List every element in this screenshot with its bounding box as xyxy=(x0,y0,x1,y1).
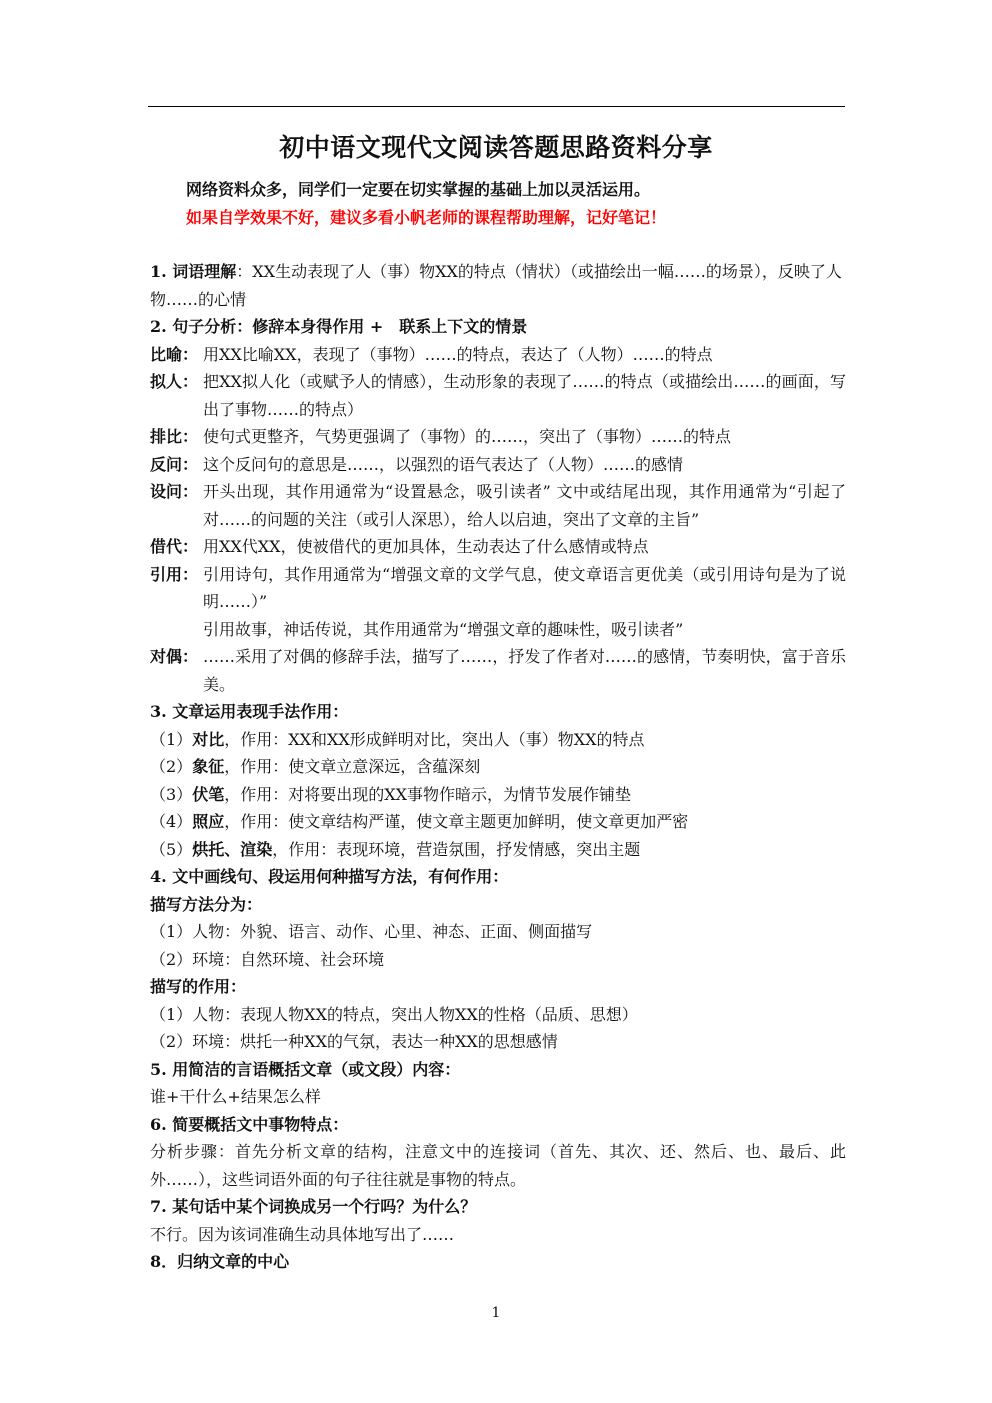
technique-item xyxy=(150,753,846,781)
section-1-text: ：XX生动表现了人（事）物XX的特点（情状）（或描绘出一幅……的场景），反映了人物……的心情 xyxy=(150,262,842,309)
rhetoric-item xyxy=(150,341,846,369)
section-6-heading: 6. 简要概括文中事物特点： xyxy=(150,1114,349,1134)
technique-term: 烘托、渲染 xyxy=(192,839,273,859)
rhetoric-text: 用XX比喻XX，表现了（事物）……的特点，表达了（人物）……的特点 xyxy=(203,344,713,364)
rhetoric-item xyxy=(150,616,846,644)
intro-warning: 如果自学效果不好，建议多看小帆老师的课程帮助理解，记好笔记！ xyxy=(186,208,667,227)
method-item: （1）人物：外貌、语言、动作、心里、神态、正面、侧面描写 xyxy=(150,922,593,941)
section-3-heading: 3. 文章运用表现手法作用： xyxy=(150,702,349,721)
effect-item: （2）环境：烘托一种XX的气氛，表达一种XX的思想感情 xyxy=(150,1032,558,1051)
technique-item xyxy=(150,726,846,754)
technique-term: 象征 xyxy=(192,757,225,776)
section-1 xyxy=(150,258,846,313)
rhetoric-text: 这个反问句的意思是……，以强烈的语气表达了（人物）……的感情 xyxy=(203,454,684,474)
technique-term: 照应 xyxy=(192,812,225,831)
technique-text: ，作用：对将要出现的XX事物作暗示，为情节发展作铺垫 xyxy=(224,784,631,804)
technique-text: ，作用：使文章结构严谨，使文章主题更加鲜明，使文章更加严密 xyxy=(224,812,689,831)
page-number: 1 xyxy=(491,1305,501,1321)
section-8-heading: 8．归纳文章的中心 xyxy=(150,1252,290,1271)
section-7-heading: 7. 某句话中某个词换成另一个行吗？为什么？ xyxy=(150,1197,477,1216)
rhetoric-label: 排比： xyxy=(150,427,199,446)
technique-item xyxy=(150,808,846,836)
rhetoric-label: 拟人： xyxy=(150,372,199,391)
rhetoric-item xyxy=(150,533,846,561)
header-rule xyxy=(148,106,845,107)
rhetoric-label: 借代： xyxy=(150,537,199,556)
document-title: 初中语文现代文阅读答题思路资料分享 xyxy=(279,133,713,162)
rhetoric-label: 比喻： xyxy=(150,344,199,364)
technique-number: （4） xyxy=(150,812,193,831)
methods-subheading: 描写方法分为： xyxy=(150,894,263,914)
rhetoric-text: 引用诗句，其作用通常为“增强文章的文学气息，使文章语言更优美（或引用诗句是为了说明……）” xyxy=(203,564,846,611)
technique-item xyxy=(150,836,846,864)
technique-text: ，作用：使文章立意深远，含蕴深刻 xyxy=(224,757,481,776)
technique-term: 伏笔 xyxy=(192,784,225,804)
technique-text: ，作用：表现环境，营造氛围，抒发情感，突出主题 xyxy=(272,839,641,859)
rhetoric-text: 把XX拟人化（或赋予人的情感），生动形象的表现了……的特点（或描绘出……的画面，写出了事物……的特点） xyxy=(203,372,846,419)
rhetoric-text: 引用故事，神话传说，其作用通常为“增强文章的趣味性，吸引读者” xyxy=(203,619,684,639)
rhetoric-text: ……采用了对偶的修辞手法，描写了……，抒发了作者对……的感情，节奏明快，富于音乐美。 xyxy=(203,647,846,694)
section-1-label: 1. 词语理解 xyxy=(150,262,237,281)
technique-term: 对比 xyxy=(192,729,225,749)
document-body xyxy=(150,258,846,1276)
rhetoric-text: 开头出现，其作用通常为“设置悬念，吸引读者” 文中或结尾出现，其作用通常为“引起了对……的问题的关注（或引人深思），给人以启迪，突出了文章的主旨” xyxy=(203,482,846,529)
rhetoric-label: 反问： xyxy=(150,454,199,474)
rhetoric-item xyxy=(150,451,846,479)
rhetoric-label: 对偶： xyxy=(150,647,199,666)
method-item: （2）环境：自然环境、社会环境 xyxy=(150,949,385,969)
rhetoric-item xyxy=(150,561,846,616)
rhetoric-item xyxy=(150,368,846,423)
section-5-heading: 5. 用简洁的言语概括文章（或文段）内容： xyxy=(150,1059,461,1079)
section-6-text: 分析步骤：首先分析文章的结构，注意文中的连接词（首先、其次、还、然后、也、最后、此外……），这些词语外面的句子往往就是事物的特点。 xyxy=(150,1142,846,1189)
technique-number: （2） xyxy=(150,757,193,776)
section-4-heading: 4. 文中画线句、段运用何种描写方法，有何作用： xyxy=(150,867,509,886)
rhetoric-text: 用XX代XX，使被借代的更加具体，生动表达了什么感情或特点 xyxy=(203,537,649,556)
rhetoric-item xyxy=(150,423,846,451)
technique-number: （1） xyxy=(150,729,193,749)
effect-item: （1）人物：表现人物XX的特点，突出人物XX的性格（品质、思想） xyxy=(150,1004,638,1024)
technique-text: ，作用：XX和XX形成鲜明对比，突出人（事）物XX的特点 xyxy=(224,729,645,749)
rhetoric-label: 引用： xyxy=(150,564,199,584)
section-7-text: 不行。因为该词准确生动具体地写出了…… xyxy=(150,1224,455,1244)
rhetoric-item xyxy=(150,643,846,698)
section-2-heading: 2. 句子分析：修辞本身得作用 + 联系上下文的情景 xyxy=(150,317,528,336)
rhetoric-label: 设问： xyxy=(150,482,199,501)
technique-number: （5） xyxy=(150,839,193,859)
effects-subheading: 描写的作用： xyxy=(150,977,247,996)
rhetoric-item xyxy=(150,478,846,533)
technique-item xyxy=(150,781,846,809)
intro-note: 网络资料众多，同学们一定要在切实掌握的基础上加以灵活运用。 xyxy=(186,180,651,199)
rhetoric-text: 使句式更整齐，气势更强调了（事物）的……，突出了（事物）……的特点 xyxy=(203,427,732,446)
section-5-text: 谁+干什么+结果怎么样 xyxy=(150,1087,321,1106)
technique-number: （3） xyxy=(150,784,193,804)
